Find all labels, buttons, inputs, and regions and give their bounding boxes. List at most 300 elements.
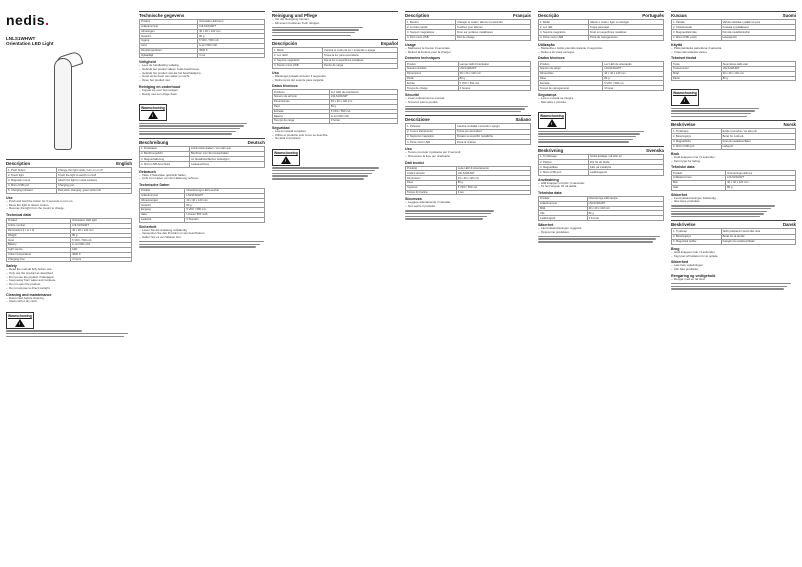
instruction-line: – Disconnect before cleaning.: [6, 297, 132, 301]
spec-key: Produkt: [672, 171, 726, 176]
part-function: Laddningsport: [589, 170, 664, 175]
warning-box: [6, 312, 34, 329]
spec-key: Abmessungen: [140, 198, 185, 203]
spec-key: Temps de charge: [406, 86, 459, 91]
spec-row: [672, 185, 796, 190]
instruction-line: – Licht zum Laden von der Halterung nehmen.: [139, 177, 265, 181]
spec-value: 3000 K: [71, 252, 132, 257]
part-function: Ändra ljusläge / på eller av: [589, 154, 664, 159]
spec-key: Product: [7, 219, 71, 224]
subsection-heading: Uso: [272, 70, 279, 75]
part-function: Red when charging, green when full: [57, 188, 132, 193]
warning-label: Waarschuwing: [673, 91, 697, 96]
instruction-line: – Mantenga pulsado el botón 3 segundos.: [272, 75, 398, 79]
text-line: [538, 131, 644, 132]
spec-value: LNLS1WHWT: [198, 24, 265, 29]
parts-row: [406, 35, 531, 40]
parts-row: [539, 35, 664, 40]
spec-value: 80 g: [587, 211, 663, 216]
spec-value: 5 VDC / 500 mA: [329, 109, 397, 114]
spec-key: Artikelnummer: [140, 193, 185, 198]
subsection-heading: Brug: [671, 247, 680, 252]
spec-key: Codice articolo: [406, 171, 457, 176]
text-line: [272, 170, 375, 171]
section-heading: [6, 159, 132, 166]
instruction-line: – N'ouvrez pas le produit.: [405, 101, 531, 105]
part-name: 2. Berøringslys: [672, 134, 722, 139]
parts-row: [140, 162, 265, 167]
part-function: Cambia modalità / accendi o spegni: [456, 124, 531, 129]
instruction-line: – Leia o manual na íntegra.: [538, 97, 664, 101]
part-function: Ladeanschluss: [190, 162, 265, 167]
part-name: 3. Magnetfäste: [539, 165, 589, 170]
spec-table: [405, 61, 531, 91]
text-line: [671, 110, 755, 111]
section-da: [671, 220, 796, 289]
instruction-line: – Pidä painiketta painettuna 3 sekuntia.: [671, 47, 796, 51]
text-line: [405, 216, 487, 217]
spec-key: Oplaadtijd: [140, 53, 198, 58]
part-function: Fest på metalloverflater: [721, 139, 795, 144]
section-language: Deutsch: [247, 139, 265, 145]
spec-value: LNLS1WHWT: [726, 176, 796, 181]
spec-value: 80 g: [726, 185, 796, 190]
spec-value: LNLS1WHWT: [456, 171, 530, 176]
spec-row: [672, 76, 796, 81]
column-4: [405, 8, 531, 560]
subsection-heading: Användning: [538, 177, 559, 182]
spec-key: Tiempo de carga: [273, 119, 330, 124]
instruction-line: – Lees de handleiding volledig.: [139, 64, 265, 68]
spec-value: 3 ore: [456, 190, 530, 195]
spec-key: Gewicht: [140, 203, 185, 208]
section-language: Français: [512, 13, 531, 18]
section-language: Português: [642, 13, 664, 18]
part-name: 5. Charging indicator: [7, 188, 57, 193]
spec-key: Input: [7, 238, 71, 243]
section-title: Descrição: [538, 13, 559, 18]
part-function: Fastgør på metaloverflader: [721, 239, 795, 244]
spec-value: 40 x 40 x 120 mm: [456, 176, 530, 181]
spec-value: 5 VDC / 500 mA: [456, 185, 530, 190]
subsection-heading: Dados técnicos: [538, 56, 565, 61]
spec-value: 3 horas: [603, 86, 664, 91]
section-it: [405, 115, 531, 219]
spec-key: Colour temperature: [7, 252, 71, 257]
part-function: Berør for at tænde: [721, 234, 795, 239]
part-function: Kosketa sytyttääksesi: [721, 25, 795, 30]
instruction-line: – Do not expose to direct sunlight.: [6, 287, 132, 291]
spec-key: Akku: [140, 212, 185, 217]
instruction-line: – Åbn ikke produktet.: [671, 268, 796, 272]
text-line: [405, 210, 494, 211]
spec-key: Dimensions: [406, 71, 459, 76]
text-line: [272, 175, 368, 176]
parts-table: [405, 123, 531, 145]
body-text-lines: [139, 241, 265, 248]
part-function: Ladeport: [721, 144, 795, 149]
spec-key: Dimensions (l x w x h): [7, 228, 71, 233]
part-function: Rör för att tända: [589, 160, 664, 165]
spec-value: Orientierungs-LED-Leuchte: [185, 188, 265, 193]
spec-key: Batería: [273, 114, 330, 119]
text-line: [272, 29, 359, 30]
spec-key: Artikkelnummer: [672, 176, 726, 181]
spec-table: [139, 19, 265, 58]
section-no: [671, 120, 796, 217]
spec-value: 80 g: [458, 76, 530, 81]
text-line: [272, 27, 363, 28]
lamp-body-shape: [54, 58, 72, 150]
spec-value: 40 x 40 x 120 mm: [71, 228, 132, 233]
part-function: Change the light mode / turn on or off: [57, 168, 132, 173]
spec-value: 5 VDC / 500 mA: [185, 208, 265, 213]
spec-row: [539, 216, 664, 221]
part-function: Berühren zum Ein-/Ausschalten: [190, 151, 265, 156]
section-language: Italiano: [515, 117, 531, 123]
instruction-line: – Utilice el producto solo como se describe.: [272, 134, 398, 138]
instruction-line: – Open het product niet.: [139, 79, 265, 83]
body-text-lines: [671, 283, 796, 290]
spec-key: Producto: [273, 90, 330, 95]
spec-value: 80 g: [329, 104, 397, 109]
brand-logo: nedis.: [6, 12, 50, 28]
section-title: Description: [405, 13, 430, 18]
spec-value: LNLS1WHWT: [185, 193, 265, 198]
instruction-line: – Mantenha o botão premido durante 3 segundos.: [538, 47, 664, 51]
text-line: [272, 173, 372, 174]
parts-table: [671, 128, 796, 150]
parts-table: [272, 47, 398, 69]
section-title: Technische gegevens: [139, 13, 185, 18]
section-heading: [405, 115, 531, 122]
part-function: Puerto de carga: [323, 63, 398, 68]
text-line: [6, 336, 124, 337]
spec-table: [405, 166, 531, 196]
instruction-line: – Halten Sie es von Wasser fern.: [139, 236, 265, 240]
section-title: Descripción: [272, 41, 298, 47]
spec-table: [139, 188, 265, 223]
instruction-line: – Lesen Sie die Anleitung vollständig.: [139, 229, 265, 233]
text-line: [671, 116, 747, 117]
spec-value: Luz LED de orientação: [603, 62, 664, 67]
instruction-line: – Verwenden Sie das Produkt nur wie beschrieben.: [139, 232, 265, 236]
part-function: Fixer sur surfaces métalliques: [456, 30, 531, 35]
text-line: [405, 213, 491, 214]
part-name: 2. Berøringslys: [672, 234, 722, 239]
section-language: English: [116, 161, 132, 166]
spec-key: Peso: [273, 104, 330, 109]
section-title: Descrizione: [405, 117, 430, 123]
instruction-line: – No abra el producto.: [272, 137, 398, 141]
spec-key: Kleurtemperatuur: [140, 48, 198, 53]
section-language: Dansk: [782, 222, 796, 228]
warning-label: Waarschuwing: [540, 114, 564, 119]
parts-table: [671, 228, 796, 245]
spec-key: Ladezeit: [140, 217, 185, 222]
instruction-line: – Lisez entièrement le manuel.: [405, 97, 531, 101]
column-2: [139, 8, 265, 560]
spec-value: 3 hours: [71, 257, 132, 262]
spec-table: [538, 61, 664, 91]
text-line: [272, 32, 355, 33]
parts-table: [671, 19, 796, 41]
subsection-heading: Käyttö: [671, 42, 683, 47]
part-name: 3. Suporte magnético: [539, 30, 589, 35]
part-name: 3. Magnethalterung: [140, 157, 190, 162]
spec-value: LED: [71, 247, 132, 252]
part-name: 3. Magnetic mount: [7, 178, 57, 183]
spec-key: Entrée: [406, 81, 459, 86]
spec-row: [273, 119, 398, 124]
part-name: 1. Painike: [672, 20, 722, 25]
text-line: [405, 106, 528, 107]
instruction-line: – Retire a luz para carregar.: [538, 51, 664, 55]
spec-key: Entrada: [273, 109, 330, 114]
spec-value: 40 x 40 x 120 mm: [721, 71, 795, 76]
section-language: Svenska: [646, 147, 664, 153]
instruction-line: – Hold knappen inne i 3 sekunder.: [671, 156, 796, 160]
spec-value: 5 VDC / 500 mA: [71, 238, 132, 243]
spec-value: LNLS1WHWT: [329, 95, 397, 100]
part-name: 3. Support magnétique: [406, 30, 456, 35]
part-name: 4. Micro USB-port: [539, 170, 589, 175]
part-name: 1. Trykknapp: [672, 129, 722, 134]
spec-key: Produto: [539, 62, 603, 67]
spec-key: Vikt: [539, 211, 588, 216]
warning-box: [139, 104, 167, 121]
subsection-heading: Sécurité: [405, 93, 420, 97]
spec-key: Dimensões: [539, 71, 603, 76]
subsection-heading: Tekniske data: [671, 165, 695, 170]
parts-row: [672, 35, 796, 40]
part-name: 2. Luz tátil: [539, 25, 589, 30]
warning-label: Waarschuwing: [141, 106, 165, 111]
subsection-heading: Technische Daten: [139, 182, 170, 187]
part-name: 2. Lumière tactile: [406, 25, 456, 30]
subsection-heading: Gebrauch: [139, 169, 156, 174]
section-language: Español: [380, 41, 398, 47]
instruction-line: – Gebruik het product niet als het beschadigd is.: [139, 72, 265, 76]
instruction-line: – Irrota valo latausta varten.: [671, 51, 796, 55]
section-heading: [139, 138, 265, 145]
text-line: [671, 213, 764, 214]
spec-key: Mått: [539, 206, 588, 211]
instruction-line: – Houd uit de buurt van water en vocht.: [139, 75, 265, 79]
instruction-line: – Tag lyset af holderen for at oplade.: [671, 255, 796, 259]
part-function: Berør for å slå på: [721, 134, 795, 139]
section-pt: [538, 11, 664, 143]
text-line: [538, 139, 633, 140]
body-text-lines: [272, 167, 398, 179]
instruction-line: – Push and hold the button for 3 seconds to turn on.: [6, 200, 132, 204]
part-function: Vaihda valotilaa / päälle tai pois: [721, 20, 795, 25]
body-text-lines: [671, 205, 796, 217]
instruction-line: – Leggere attentamente il manuale.: [405, 201, 531, 205]
part-function: Attach the light to metal surfaces: [57, 178, 132, 183]
subsection-heading: Safety: [6, 264, 17, 269]
spec-key: Prodotto: [406, 166, 457, 171]
subsection-heading: Seguridad: [272, 125, 290, 130]
part-function: Fije la luz a superficies metálicas: [323, 58, 398, 63]
section-care-de: [272, 11, 398, 36]
spec-row: [406, 190, 531, 195]
warning-triangle-icon: [15, 319, 25, 327]
spec-key: Dimensiones: [273, 99, 330, 104]
spec-value: 3 heures: [458, 86, 530, 91]
part-name: 2. Touch light: [7, 173, 57, 178]
spec-key: Laddningstid: [539, 216, 588, 221]
instruction-line: – Rengør med en tør klud.: [671, 278, 796, 282]
part-function: Lichtmodus ändern / ein oder aus: [190, 146, 265, 151]
spec-value: 3 Stunden: [185, 217, 265, 222]
text-line: [139, 125, 244, 126]
body-text-lines: [405, 210, 531, 219]
body-text-lines: [272, 27, 398, 36]
text-line: [272, 178, 364, 179]
spec-value: 40 x 40 x 120 mm: [587, 206, 663, 211]
part-name: 1. Bouton: [406, 20, 456, 25]
spec-value: Luz LED de orientación: [329, 90, 397, 95]
spec-key: Tuotenumero: [672, 67, 722, 72]
spec-table: [6, 218, 132, 262]
parts-table: [139, 146, 265, 168]
instruction-line: – Read the manual fully before use.: [6, 268, 132, 272]
text-line: [671, 113, 751, 114]
section-de: [139, 138, 265, 248]
part-name: 4. Puerto micro USB: [273, 63, 323, 68]
warning-label: Waarschuwing: [8, 313, 32, 318]
part-function: Cambia el modo de luz / enciende o apaga: [323, 48, 398, 53]
part-name: 2. Pekljus: [539, 160, 589, 165]
text-line: [139, 244, 260, 245]
parts-row: [672, 239, 796, 244]
spec-key: Ingresso: [406, 185, 457, 190]
subsection-heading: Rengøring og vedligehold: [671, 273, 716, 278]
parts-table: [6, 167, 132, 194]
spec-key: Tempo di ricarica: [406, 190, 457, 195]
warning-triangle-icon: [281, 156, 291, 164]
subsection-heading: Sikkerhed: [671, 260, 689, 265]
spec-value: 3 timmar: [587, 216, 663, 221]
text-line: [139, 131, 236, 132]
text-line: [139, 241, 264, 242]
part-function: Fissare su superfici metalliche: [456, 134, 531, 139]
spec-value: 40 x 40 x 120 mm: [726, 180, 796, 185]
warning-label: Waarschuwing: [274, 151, 298, 156]
text-line: [6, 330, 82, 331]
section-en: [6, 159, 132, 337]
subsection-heading: Dati tecnici: [405, 160, 425, 165]
part-name: 1. Botón: [273, 48, 323, 53]
part-function: Porta di ricarica: [456, 140, 531, 145]
part-function: Port de charge: [456, 35, 531, 40]
instruction-line: – Clean with a dry cloth.: [6, 300, 132, 304]
instruction-line: – Retire la luz del soporte para cargarla.: [272, 79, 398, 83]
body-text-lines: [6, 330, 132, 337]
part-name: 3. Supporto magnetico: [406, 134, 456, 139]
instruction-line: – Do not open the product.: [6, 283, 132, 287]
instruction-line: – Ikke åpne produktet.: [671, 200, 796, 204]
subsection-heading: Sikkerhet: [671, 192, 688, 197]
spec-value: Orienterings-LED-lampa: [587, 197, 663, 202]
section-heading: [538, 146, 664, 153]
spec-key: Gewicht: [140, 34, 198, 39]
body-text-lines: [671, 108, 796, 117]
subsection-heading: Reiniging en onderhoud: [139, 84, 181, 89]
spec-key: Número de artículo: [273, 95, 330, 100]
text-line: [671, 208, 771, 209]
spec-key: Light source: [7, 247, 71, 252]
spec-key: Weight: [7, 233, 71, 238]
spec-key: Poids: [406, 76, 459, 81]
subsection-heading: Cleaning and maintenance: [6, 292, 52, 297]
subsection-heading: Veiligheid: [139, 60, 156, 65]
spec-key: Eingang: [140, 208, 185, 213]
section-es: [272, 39, 398, 179]
instruction-line: – Gebruik het product alleen zoals beschreven.: [139, 68, 265, 72]
instruction-line: – Mit einem trockenen Tuch reinigen.: [272, 22, 398, 26]
section-title: Kuvaus: [671, 13, 687, 18]
text-line: [405, 108, 525, 109]
spec-row: [140, 53, 265, 58]
part-function: Kiinnitä metallipintoihin: [721, 30, 795, 35]
spec-value: 3 horas: [329, 119, 397, 124]
spec-key: Mål: [672, 180, 726, 185]
column-6: [671, 8, 796, 560]
text-line: [671, 108, 759, 109]
spec-table: [671, 170, 796, 190]
parts-row: [273, 63, 398, 68]
warning-box: [538, 112, 566, 129]
subsection-heading: Tekniset tiedot: [671, 56, 697, 61]
text-line: [671, 211, 767, 212]
part-name: 4. Micro USB-port: [672, 144, 722, 149]
part-name: 4. Porta micro USB: [539, 35, 589, 40]
instruction-line: – Läs bruksanvisningen noggrant.: [538, 227, 664, 231]
spec-table: [272, 89, 398, 124]
spec-row: [539, 86, 664, 91]
instruction-line: – Reinig met een droge doek.: [139, 93, 265, 97]
text-line: [671, 288, 784, 289]
spec-key: Vekt: [672, 185, 726, 190]
spec-key: Artikelnummer: [140, 24, 198, 29]
instruction-line: – Retirez la lumière pour la charger.: [405, 51, 531, 55]
part-function: Skift lystilstand / tænd eller sluk: [721, 229, 795, 234]
text-line: [139, 246, 256, 247]
part-name: 1. Push button: [7, 168, 57, 173]
part-function: Fäst på metallytor: [589, 165, 664, 170]
spec-value: 80 g: [185, 203, 265, 208]
spec-key: Produit: [406, 62, 459, 67]
instruction-line: – Ta bort lampan för att ladda.: [538, 185, 664, 189]
spec-key: Tempo de carregamento: [539, 86, 603, 91]
part-function: Touch the light to switch it on/off: [57, 173, 132, 178]
section-title: Beskrivelse: [671, 222, 696, 228]
spec-value: LNLS1WHWT: [458, 67, 530, 72]
text-line: [272, 35, 351, 36]
spec-value: 3000 K: [198, 48, 265, 53]
part-name: 1. Drucktaste: [140, 146, 190, 151]
section-heading: [272, 39, 398, 46]
body-text-lines: [538, 131, 664, 143]
spec-key: Article number: [7, 223, 71, 228]
text-line: [671, 216, 760, 217]
instruction-line: – Rimuovere la luce per ricaricarla.: [405, 155, 531, 159]
subsection-heading: Technical data: [6, 213, 31, 218]
spec-value: Suunnistus-LED-valo: [721, 62, 795, 67]
section-heading: [671, 120, 796, 127]
